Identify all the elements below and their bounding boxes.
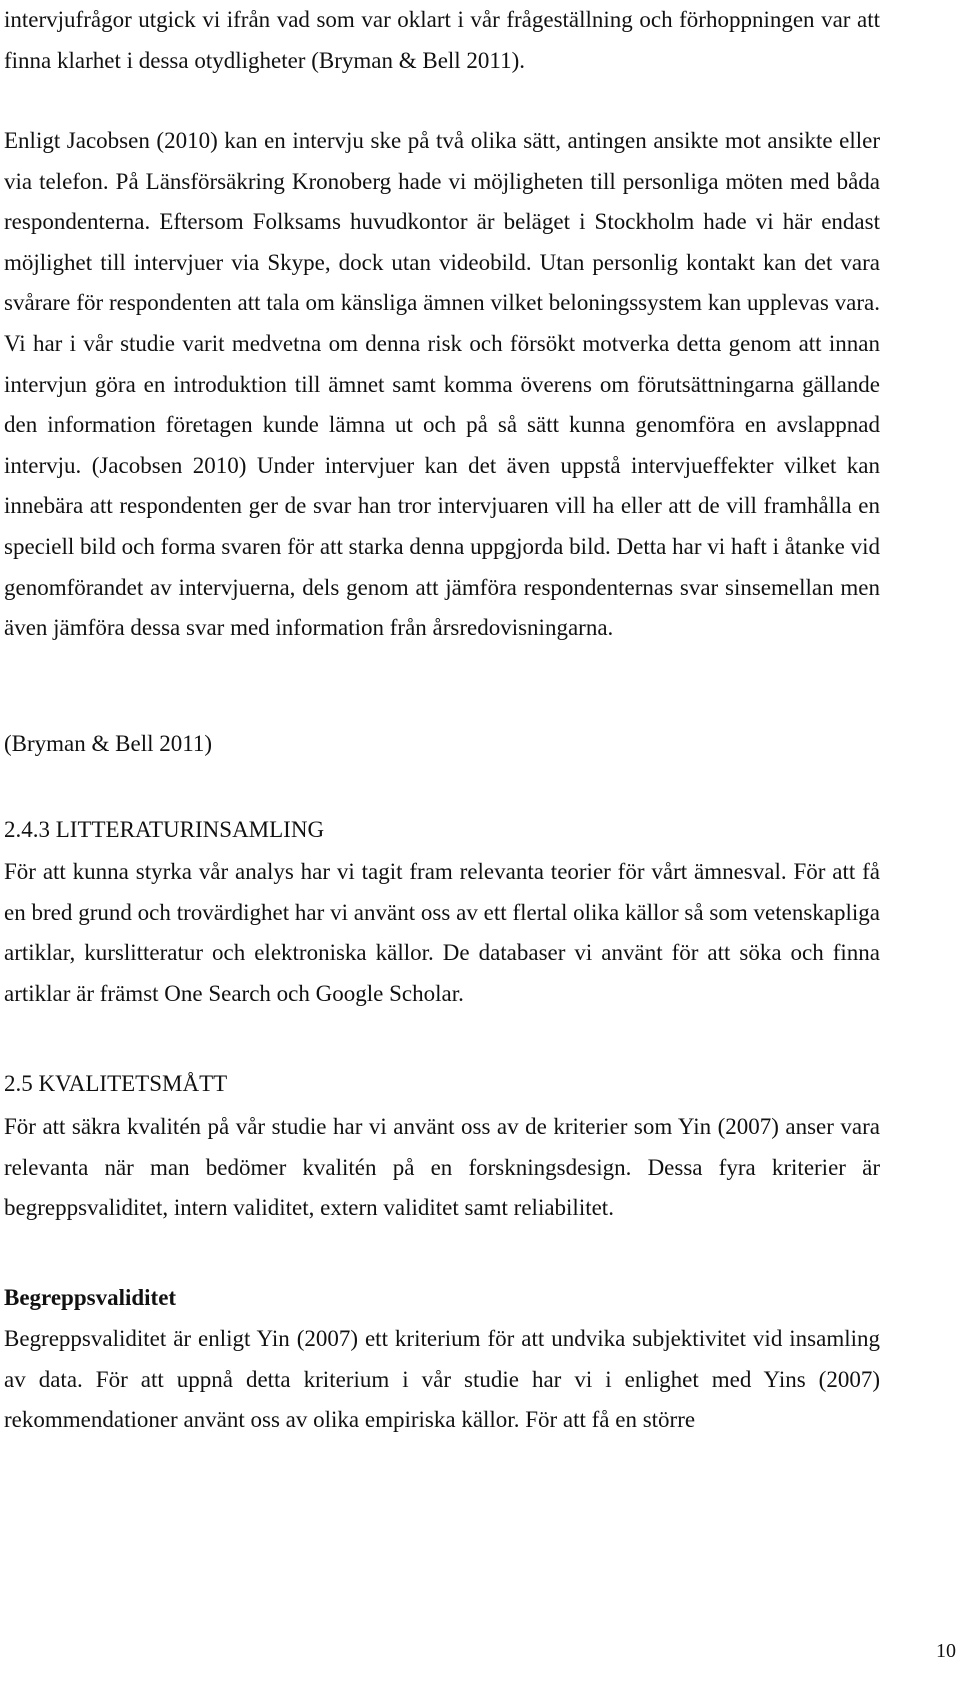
paragraph-kvalitetsmatt: För att säkra kvalitén på vår studie har vi använt oss av de kriterier som Yin (2007) anser vara relevanta när man bedömer kvalitén på en forskningsdesign. Dessa fyra kriterier är begreppsvaliditet, intern validitet, extern validitet samt reliabilitet. — [4, 1114, 880, 1221]
paragraph-interview-questions: intervjufrågor utgick vi ifrån vad som var oklart i vår frågeställning och förhoppningen var att finna klarhet i dessa otydligheter (Bryman & Bell 2011). — [4, 7, 880, 73]
section-heading-kvalitetsmatt: 2.5 KVALITETSMÅTT — [4, 1071, 228, 1096]
paragraph-interview-methods: Enligt Jacobsen (2010) kan en intervju ske på två olika sätt, antingen ansikte mot ansikte eller via telefon. På Länsförsäkring Kronoberg hade vi möjligheten till personliga möten med båda respondenterna. Eftersom Folksams huvudkontor är beläget i Stockholm hade vi här endast möjlighet till intervjuer via Skype, dock utan videobild. Utan personlig kontakt kan det vara svårare för respondenten att tala om känsliga ämnen vilket beloningssystem kan upplevas vara. Vi har i vår studie varit medvetna om denna risk och försökt motverka detta genom att innan intervjun göra en introduktion till ämnet samt komma överens om förutsättningarna gällande den information företagen kunde lämna ut och på så sätt kunna genomföra en avslappnad intervju. (Jacobsen 2010) Under intervjuer kan det även uppstå intervjueffekter vilket kan innebära att respondenten ger de svar han tror intervjuaren vill ha eller att de vill framhålla en speciell bild och forma svaren för att starka denna uppgjorda bild. Detta har vi haft i åtanke vid genomförandet av intervjuerna, dels genom att jämföra respondenternas svar sinsemellan men även jämföra dessa svar med information från årsredovisningarna. — [4, 128, 880, 641]
page-number: 10 — [936, 1640, 956, 1662]
paragraph-begreppsvaliditet: Begreppsvaliditet är enligt Yin (2007) ett kriterium för att undvika subjektivitet vid insamling av data. För att uppnå detta kriterium i vår studie har vi i enlighet med Yins (2007) rekommendationer använt oss av olika empiriska källor. För att få en större — [4, 1326, 880, 1433]
subheading-begreppsvaliditet: Begreppsvaliditet — [4, 1285, 177, 1310]
section-heading-litteraturinsamling: 2.4.3 LITTERATURINSAMLING — [4, 817, 325, 842]
paragraph-litteraturinsamling: För att kunna styrka vår analys har vi tagit fram relevanta teorier för vårt ämnesval. För att få en bred grund och trovärdighet har vi använt oss av ett flertal olika källor så som vetenskapliga artiklar, kurslitteratur och elektroniska källor. De databaser vi använt för att söka och finna artiklar är främst One Search och Google Scholar. — [4, 859, 880, 1006]
interview-citation: (Bryman & Bell 2011) — [4, 731, 213, 756]
